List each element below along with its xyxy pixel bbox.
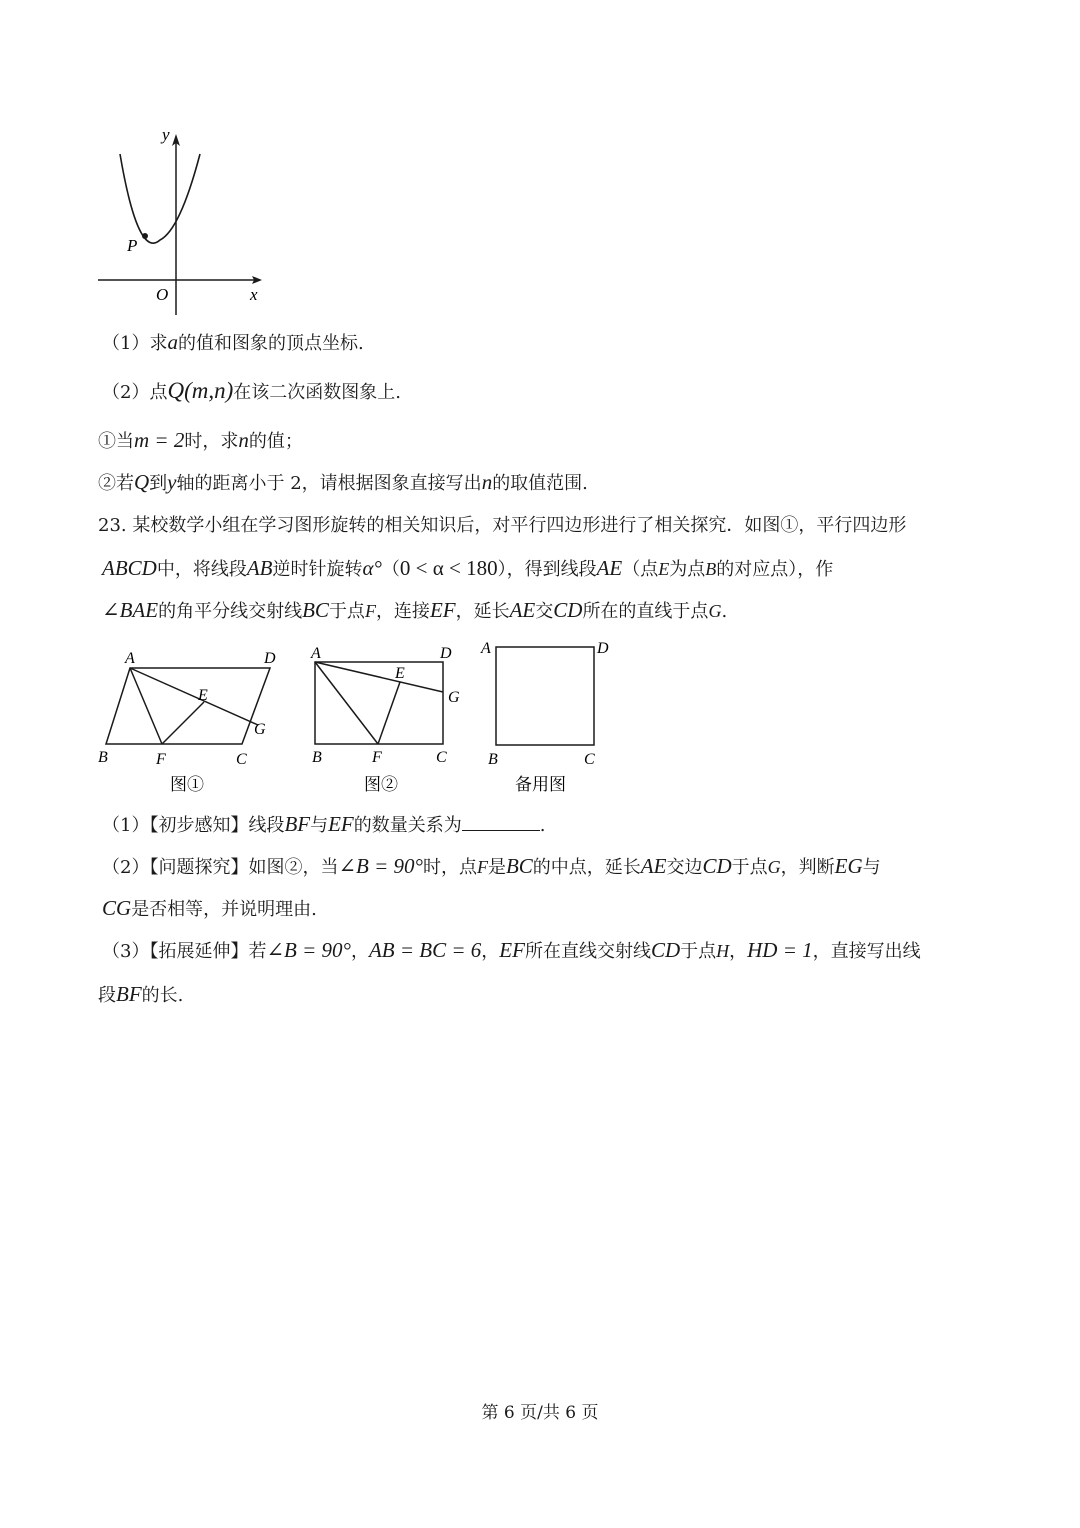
- fig1-label-g: G: [254, 721, 266, 738]
- fig1-label-c: C: [236, 751, 247, 768]
- q23-part1: （1）【初步感知】线段BF与EF的数量关系为 .: [102, 812, 546, 836]
- fig3-caption: 备用图: [515, 775, 566, 794]
- page-footer: 第 6 页/共 6 页: [481, 1403, 599, 1423]
- q23-part3-line1: （3）【拓展延伸】若∠B = 90°，AB = BC = 6，EF所在直线交射线CD于点H，HD = 1，直接写出线: [102, 938, 921, 962]
- fig2-label-c: C: [436, 749, 447, 766]
- fig1-label-a: A: [125, 650, 135, 667]
- q23-intro-line3: ∠BAE的角平分线交射线BC于点F，连接EF，延长AE交CD所在的直线于点G.: [102, 598, 728, 622]
- q22-sub1: ①当m = 2时，求n的值；: [98, 428, 303, 452]
- point-p-label: P: [127, 236, 138, 255]
- x-axis-label: x: [250, 285, 258, 304]
- fig2-label-d: D: [440, 645, 452, 662]
- fig3-label-a: A: [481, 640, 491, 657]
- fig2-label-b: B: [312, 749, 322, 766]
- q23-part2-line2: CG是否相等，并说明理由.: [102, 896, 317, 920]
- fig2-label-f: F: [372, 749, 382, 766]
- fig2-label-g: G: [448, 689, 460, 706]
- q23-intro-line2: ABCD中，将线段AB逆时针旋转α°（0 < α < 180），得到线段AE（点E为点B的对应点），作: [102, 556, 834, 580]
- fig1-label-d: D: [264, 650, 276, 667]
- figure-1: [92, 640, 292, 800]
- fig1-label-f: F: [156, 751, 166, 768]
- fig3-label-d: D: [597, 640, 609, 657]
- q23-intro-line1: 23. 某校数学小组在学习图形旋转的相关知识后，对平行四边形进行了相关探究．如图①，平行四边形: [98, 515, 907, 536]
- parabola-curve: [120, 154, 200, 243]
- q23-part2-line1: （2）【问题探究】如图②，当∠B = 90°时，点F是BC的中点，延长AE交边CD于点G，判断EG与: [102, 854, 881, 878]
- fig3-label-b: B: [488, 751, 498, 768]
- y-axis-label: y: [162, 125, 170, 144]
- q22-sub2: ②若Q到y轴的距离小于 2，请根据图象直接写出n的取值范围.: [98, 470, 588, 494]
- figure-3: [478, 632, 628, 802]
- fig2-label-a: A: [311, 645, 321, 662]
- origin-label: O: [156, 285, 169, 304]
- fig1-label-e: E: [198, 687, 208, 704]
- answer-blank: [462, 812, 540, 831]
- fig1-caption: 图①: [170, 775, 204, 794]
- q22-part2: （2）点Q(m,n)在该二次函数图象上.: [102, 378, 401, 403]
- q22-part1: （1）求a的值和图象的顶点坐标.: [102, 330, 364, 354]
- parabola-graph: [90, 120, 280, 320]
- q23-part3-line2: 段BF的长.: [98, 982, 184, 1006]
- fig1-label-b: B: [98, 749, 108, 766]
- fig2-caption: 图②: [364, 775, 398, 794]
- point-p: [142, 233, 148, 239]
- figure-2: [300, 640, 475, 800]
- fig3-label-c: C: [584, 751, 595, 768]
- fig2-label-e: E: [395, 665, 405, 682]
